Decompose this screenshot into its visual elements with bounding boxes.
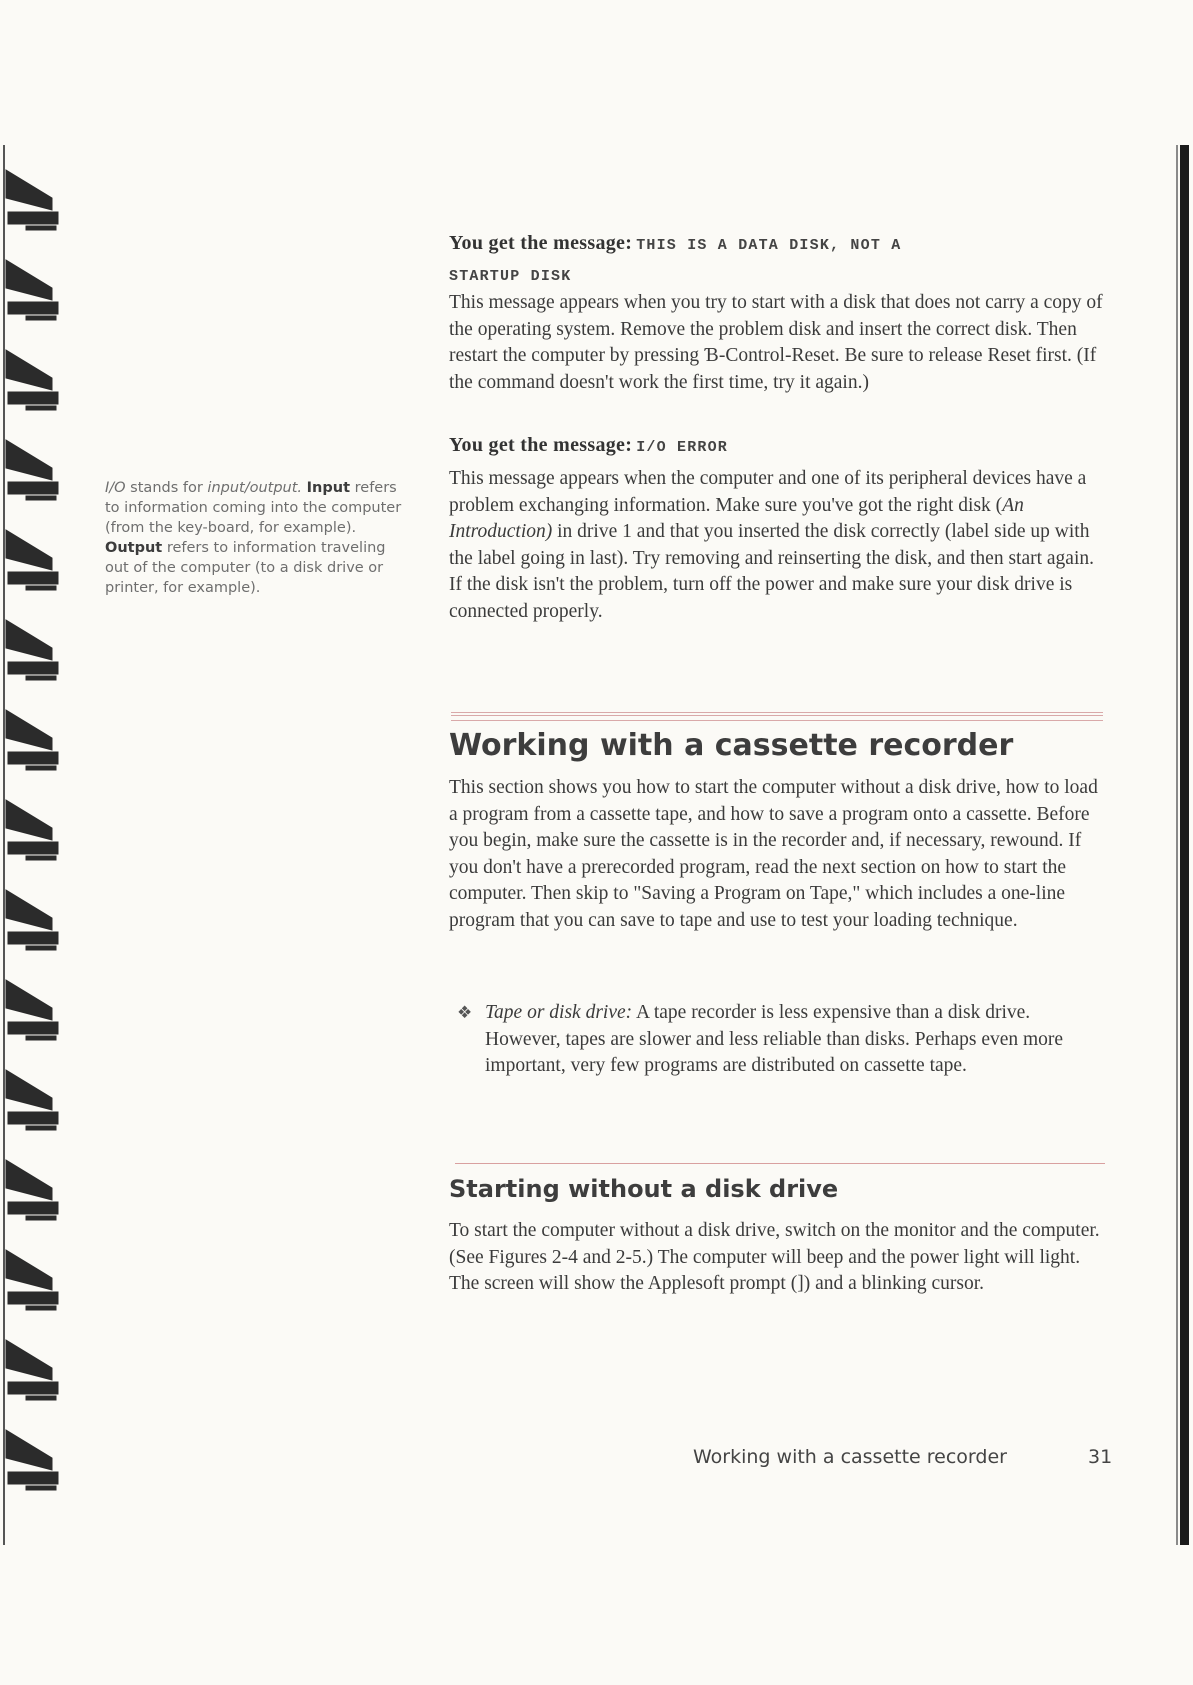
subsection-title: Starting without a disk drive [449,1175,839,1203]
input-def: refers to information coming into the computer (from the key-board, for example). [105,480,402,536]
margin-note [105,478,405,598]
output-term: Output [105,540,163,556]
note-body: A tape recorder is less expensive than a disk drive. However, tapes are slower and less reliable than disks. Perhaps even more important, very few programs are distributed on cassette tape. [485,1002,1064,1076]
page-edge [1180,145,1189,1545]
message-heading-1 [449,228,1109,292]
io-expanded: input/output. [207,480,303,496]
message-prefix: You get the message: [449,232,633,254]
book-title: An Introduction) [449,494,1024,542]
tip-note [455,1000,1105,1080]
subsection-body: To start the computer without a disk drive, switch on the monitor and the computer. (See Figures 2-4 and 2-5.) The computer will beep and the power light will light. The screen will show the Applesoft prompt (]) and a blinking cursor. [449,1220,1100,1294]
io-term: I/O [105,480,126,496]
output-def: refers to information traveling out of the computer (to a disk drive or printer, for example). [105,540,386,596]
body-part: in drive 1 and that you inserted the disk correctly (label side up with the label going in last). Try removing and reinserting the disk, and then start again. If the disk isn't the problem, turn off the power and make sure your disk drive is connected properly. [449,521,1095,622]
io-def: stands for [125,480,208,496]
page-number: 31 [1088,1446,1113,1468]
message-heading-2 [449,430,1109,463]
page-edge-shadow [1176,145,1178,1545]
spiral-binding [0,145,60,1545]
message-code-cont: STARTUP DISK [449,268,572,285]
message-code: I/O ERROR [636,439,729,456]
body-part: This message appears when the computer and one of its peripheral devices have a problem exchanging information. Make sure you've got the right disk ( [449,468,1087,516]
subsection-divider [455,1163,1105,1164]
message-body-2 [449,466,1109,625]
section-body: This section shows you how to start the computer without a disk drive, how to load a program from a cassette tape, and how to save a program onto a cassette. Before you begin, make sure the cassette is in the recorder and, if necessary, rewound. If you don't have a prerecorded program, read the next section on how to start the computer. Then skip to "Saving a Program on Tape," which includes a one-line program that you can save to tape and use to test your loading technique. [449,777,1098,931]
section-title: Working with a cassette recorder [449,728,1014,763]
note-label: Tape or disk drive: [485,1002,633,1023]
message-prefix: You get the message: [449,434,633,456]
input-term: Input [306,480,351,496]
message-code: THIS IS A DATA DISK, NOT A [636,237,902,254]
diamond-bullet-icon: ❖ [457,1003,473,1022]
section-divider [451,712,1103,721]
message-body-1: This message appears when you try to start with a disk that does not carry a copy of the operating system. Remove the problem disk and insert the correct disk. Then restart the computer by pressing Ɓ-Control-Reset. Be sure to release Reset first. (If the command doesn't work the first time, try it again.) [449,292,1103,393]
running-footer: Working with a cassette recorder [693,1446,1007,1468]
